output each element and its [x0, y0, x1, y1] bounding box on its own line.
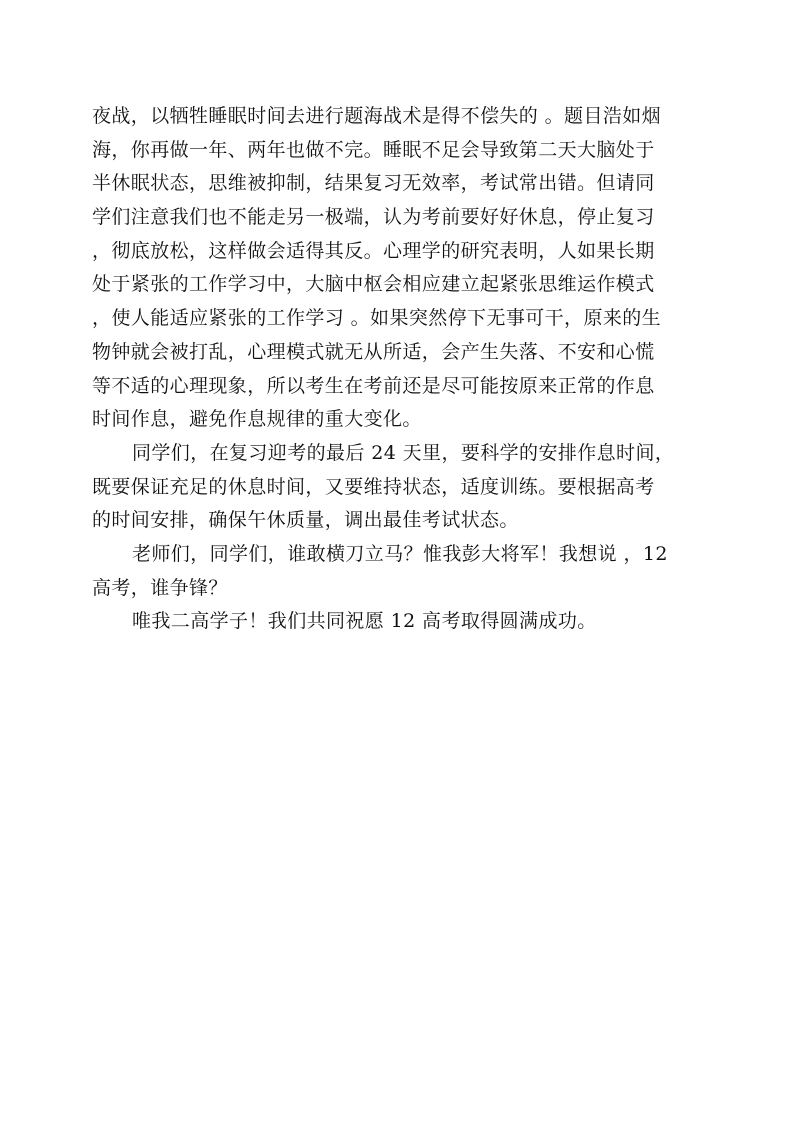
text-line-6: 处于紧张的工作学习中，大脑中枢会相应建立起紧张思维运作模式: [92, 273, 655, 296]
text-line-4: 学们注意我们也不能走另一极端，认为考前要好好休息，停止复习: [92, 206, 655, 229]
text-line-11: 同学们，在复习迎考的最后 24 天里，要科学的安排作息时间，: [132, 441, 675, 464]
text-line-8: 物钟就会被打乱，心理模式就无从所适，会产生失落、不安和心慌: [92, 340, 655, 363]
text-line-15: 高考，谁争锋？: [92, 576, 228, 599]
text-line-13: 的时间安排，确保午休质量，调出最佳考试状态。: [92, 509, 519, 532]
text-line-2: 海，你再做一年、两年也做不完。睡眠不足会导致第二天大脑处于: [92, 138, 655, 161]
text-line-7: ，使人能适应紧张的工作学习 。如果突然停下无事可干，原来的生: [92, 307, 662, 330]
text-line-10: 时间作息，避免作息规律的重大变化。: [92, 408, 422, 431]
text-line-12: 既要保证充足的休息时间，又要维持状态，适度训练。要根据高考: [92, 475, 655, 498]
text-line-16: 唯我二高学子！我们共同祝愿 12 高考取得圆满成功。: [132, 610, 597, 633]
text-line-3: 半休眠状态，思维被抑制，结果复习无效率，考试常出错。但请同: [92, 172, 655, 195]
document-body: [92, 100, 704, 639]
text-line-9: 等不适的心理现象，所以考生在考前还是尽可能按原来正常的作息: [92, 374, 655, 397]
text-line-1: 夜战，以牺牲睡眠时间去进行题海战术是得不偿失的 。题目浩如烟: [92, 105, 662, 127]
text-line-5: ，彻底放松，这样做会适得其反。心理学的研究表明，人如果长期: [92, 239, 655, 262]
text-line-14: 老师们，同学们，谁敢横刀立马？惟我彭大将军！我想说 ，12: [132, 542, 668, 565]
